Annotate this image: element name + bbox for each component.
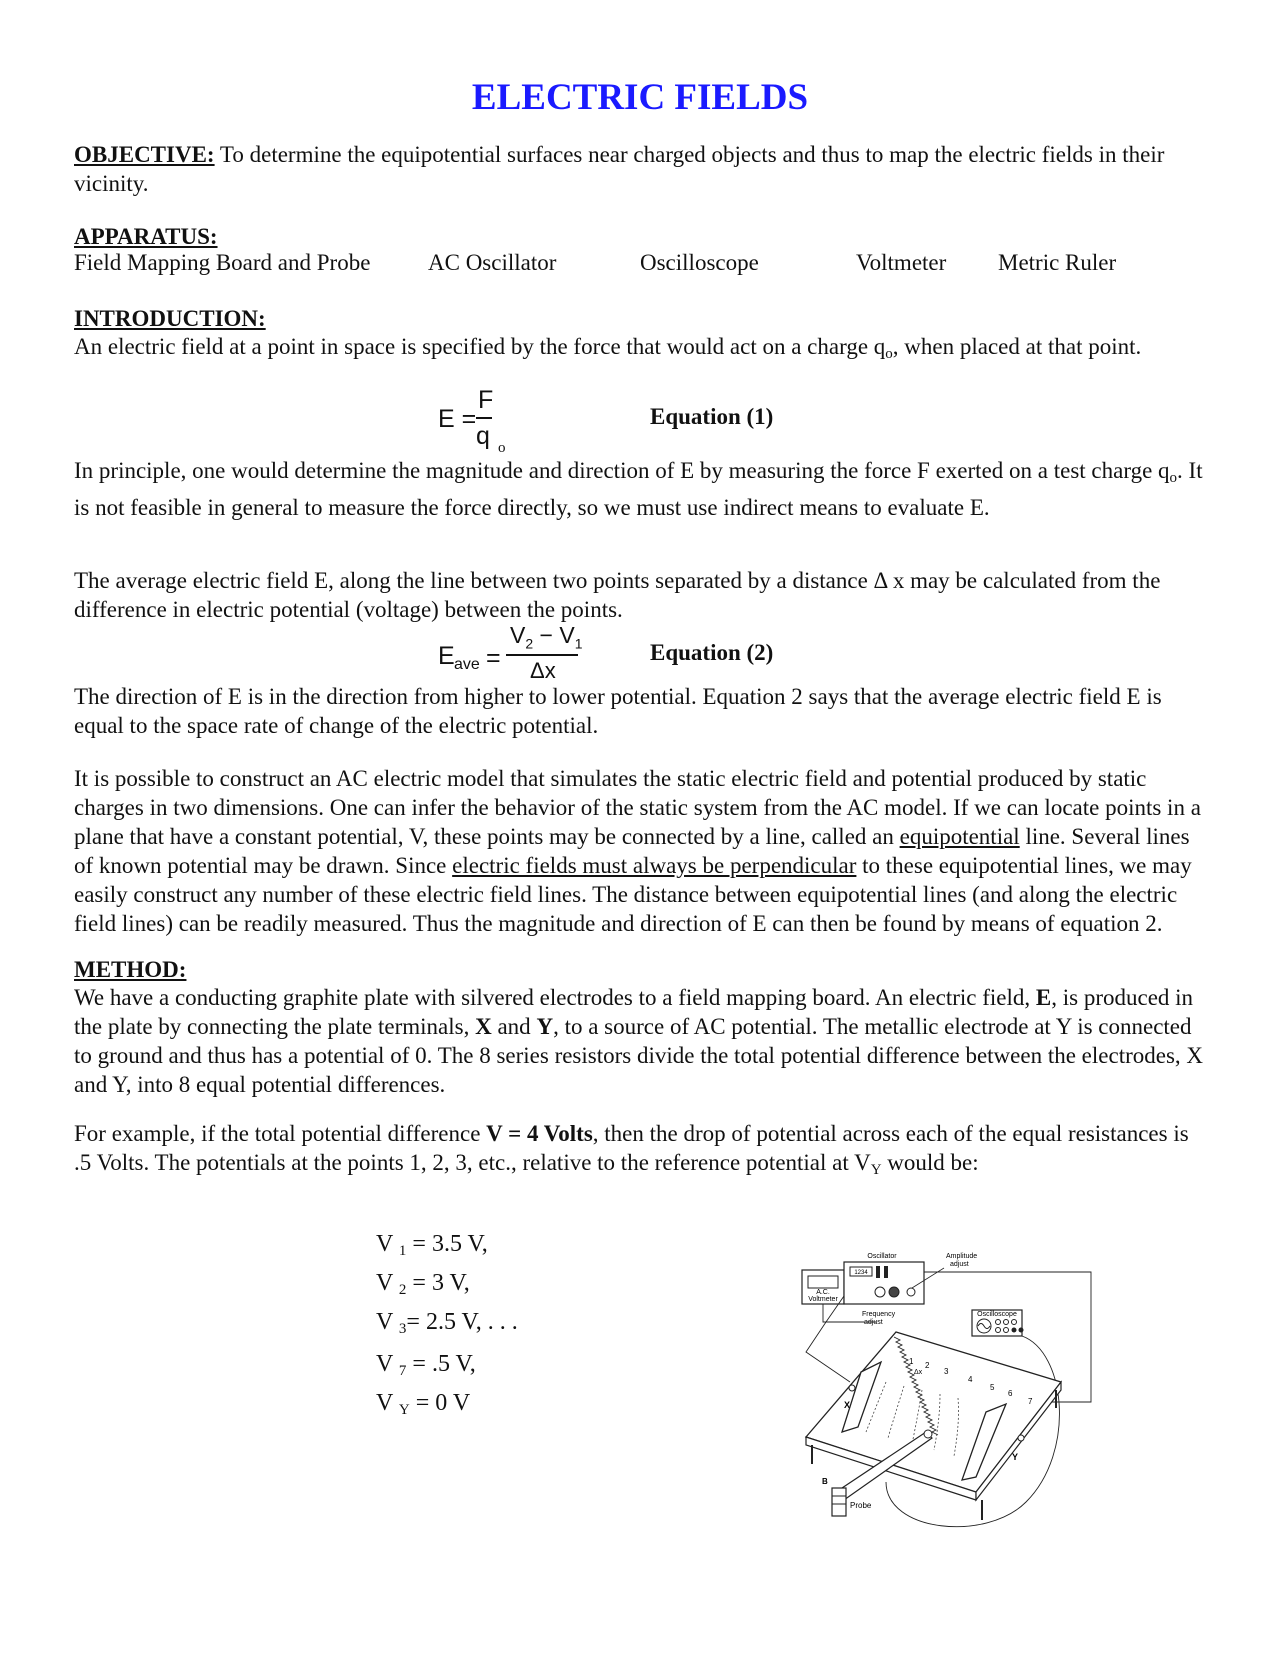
eq1-lhs: E = [438, 405, 477, 433]
potential-list-b [376, 1348, 476, 1426]
terminal-y-label: Y [1012, 1452, 1019, 1462]
method-p2-text-b: , then the drop of potential across each of the equal resistances is .5 Volts. The potentials at the points 1, 2, 3, etc., relative to the reference potential at V [74, 1121, 1189, 1175]
point-label: 6 [1008, 1389, 1013, 1398]
potential-value [376, 1387, 476, 1426]
intro-p5-text: It is possible to construct an AC electric model that simulates the static electric field and potential produced by static charges in two dimensions. One can infer the behavior of the static system from the AC model. If we can locate points in a plane that have a constant potential, V, these points may be connected by a line, called an [74, 766, 1201, 849]
apparatus-item: Field Mapping Board and Probe [74, 250, 371, 275]
intro-paragraph-4: The direction of E is in the direction from higher to lower potential. Equation 2 says that the average electric field E is equal to the space rate of change of the electric potential. [74, 684, 1162, 738]
eq2-fraction-bar [506, 654, 578, 656]
pv-sub: 1 [398, 1243, 407, 1259]
eq2-num-sub-1: 1 [574, 635, 583, 652]
method-p1-Y: Y [536, 1014, 554, 1039]
apparatus-item: AC Oscillator [428, 250, 557, 275]
pv-rest: = 3.5 V, [406, 1231, 488, 1257]
pv-rest: = 0 V [409, 1390, 471, 1416]
intro-p1-sub: o [885, 346, 893, 362]
probe-b-label: B [822, 1477, 828, 1486]
eq1-denominator: q [476, 422, 490, 450]
intro-p2-text-end: . It is not feasible in general to measure the force directly, so we must use indirect means to evaluate E. [74, 458, 1203, 520]
point-label: 2 [925, 1361, 930, 1370]
intro-p1-text: An electric field at a point in space is specified by the force that would act on a charge q [74, 334, 886, 359]
eq1-denominator-sub: o [498, 440, 506, 456]
method-p1-text-c: , to a source of AC potential. The metallic electrode at Y is connected to ground and thus has a potential of 0. The 8 series resistors divide the total potential difference between the electrodes, X and Y, into 8 equal potential differences. [74, 1014, 1204, 1097]
method-p1-text-b: , is produced in the plate by connecting the plate terminals, [74, 985, 1194, 1039]
pv-v: V [376, 1309, 399, 1335]
intro-p1-text-end: , when placed at that point. [892, 334, 1142, 359]
method-paragraph-2 [74, 1119, 1206, 1185]
introduction-heading: INTRODUCTION: [74, 306, 266, 331]
oscilloscope-box [972, 1310, 1024, 1336]
method-p1-E: E [1035, 985, 1052, 1010]
intro-p5-text-mid: line. Several lines of known potential may be drawn. Since [74, 824, 1190, 878]
apparatus-heading: APPARATUS: [74, 224, 218, 249]
pv-v: V [376, 1231, 399, 1257]
oscillator-label: Oscillator [867, 1253, 897, 1260]
intro-paragraph-3: The average electric field E, along the line between two points separated by a distance Δ x may be calculated from the difference in electric potential (voltage) between the points. [74, 568, 1161, 622]
method-p2-bold: V = 4 Volts [486, 1121, 593, 1146]
terminal-x-label: X [844, 1400, 851, 1410]
voltmeter-box [802, 1270, 844, 1304]
pv-rest: = 2.5 V, . . . [406, 1309, 518, 1335]
point-label: 5 [990, 1383, 995, 1392]
eq2-num-sub-2: 2 [525, 635, 534, 652]
voltmeter-label: Voltmeter [808, 1296, 838, 1303]
method-heading-line [74, 955, 1206, 984]
intro-p5-underlined-equipotential: equipotential [899, 824, 1020, 849]
eq2-num-v: V [510, 622, 526, 648]
oscillator-display: 1234 [854, 1270, 868, 1276]
intro-p5-text-end: to these equipotential lines, we may easily construct any number of these electric field lines. The distance between equipotential lines (and along the electric field lines) can be readily measured. Thus the magnitude and direction of E can then be found by means of equation 2. [74, 853, 1192, 936]
apparatus-item: Oscilloscope [640, 250, 759, 275]
potential-value [376, 1306, 518, 1345]
eq2-num-minus: − V [533, 622, 575, 648]
amplitude-label: Amplitude [946, 1253, 978, 1260]
point-label: 3 [944, 1367, 949, 1376]
pv-sub: 7 [398, 1363, 407, 1379]
method-p1-and: and [491, 1014, 537, 1039]
point-label: 1 [909, 1357, 914, 1366]
pv-rest: = 3 V, [406, 1270, 470, 1296]
objective-paragraph [74, 140, 1206, 198]
intro-p5-underlined-perpendicular: electric fields must always be perpendicular [452, 853, 857, 878]
eq2-lhs-sub: ave [454, 656, 480, 673]
oscilloscope-label: Oscilloscope [977, 1311, 1017, 1318]
objective-heading: OBJECTIVE: [74, 142, 215, 167]
eq2-lhs: E [438, 642, 455, 670]
point-label: 7 [1028, 1397, 1033, 1406]
potential-value [376, 1348, 476, 1387]
pv-sub: 2 [398, 1282, 407, 1298]
amplitude-adjust-label: adjust [950, 1261, 969, 1268]
probe-label: Probe [850, 1501, 872, 1510]
oscillator-box [844, 1253, 977, 1326]
intro-paragraph-1 [74, 332, 1206, 369]
eq2-denominator: Δx [530, 658, 556, 683]
method-p2-text-c: would be: [881, 1150, 979, 1175]
eq1-numerator: F [478, 386, 494, 414]
method-p1-text: We have a conducting graphite plate with silvered electrodes to a field mapping board. An electric field, [74, 985, 1036, 1010]
eq1-fraction-bar [476, 417, 492, 419]
method-heading: METHOD: [74, 957, 187, 982]
ac-label: A.C. [816, 1289, 830, 1296]
method-paragraph-1 [74, 983, 1206, 1099]
pv-v: V [376, 1390, 399, 1416]
intro-paragraph-5 [74, 764, 1206, 938]
apparatus-item: Metric Ruler [998, 250, 1117, 275]
apparatus-paragraph [74, 222, 1206, 251]
method-p2-sub: Y [870, 1162, 882, 1178]
pv-v: V [376, 1351, 399, 1377]
point-label: 4 [968, 1375, 973, 1384]
intro-p2-text: In principle, one would determine the magnitude and direction of E by measuring the force F exerted on a test charge q [74, 458, 1170, 483]
frequency-label: Frequency [862, 1311, 896, 1318]
eq1-label: Equation (1) [650, 404, 774, 429]
delta-x-label: Δx [914, 1369, 923, 1376]
eq2-label: Equation (2) [650, 640, 774, 665]
potential-list-a [376, 1228, 518, 1345]
pv-sub: 3 [398, 1321, 407, 1337]
eq2-equals: = [486, 644, 501, 672]
potential-value [376, 1267, 518, 1306]
pv-v: V [376, 1270, 399, 1296]
intro-p2-sub: o [1169, 470, 1178, 486]
introduction-heading-line [74, 304, 1206, 333]
method-p2-text: For example, if the total potential difference [74, 1121, 487, 1146]
eq2-numerator [510, 622, 583, 652]
page-title: ELECTRIC FIELDS [471, 77, 809, 118]
potential-value [376, 1228, 518, 1267]
field-mapping-apparatus-figure [766, 1252, 1146, 1542]
intro-paragraph-2 [74, 456, 1206, 522]
frequency-adjust-label: adjust [864, 1319, 883, 1326]
pv-sub: Y [398, 1402, 410, 1418]
objective-text: To determine the equipotential surfaces near charged objects and thus to map the electric fields in their vicinity. [74, 142, 1165, 196]
apparatus-item: Voltmeter [856, 250, 947, 275]
method-p1-X: X [475, 1014, 492, 1039]
pv-rest: = .5 V, [406, 1351, 476, 1377]
